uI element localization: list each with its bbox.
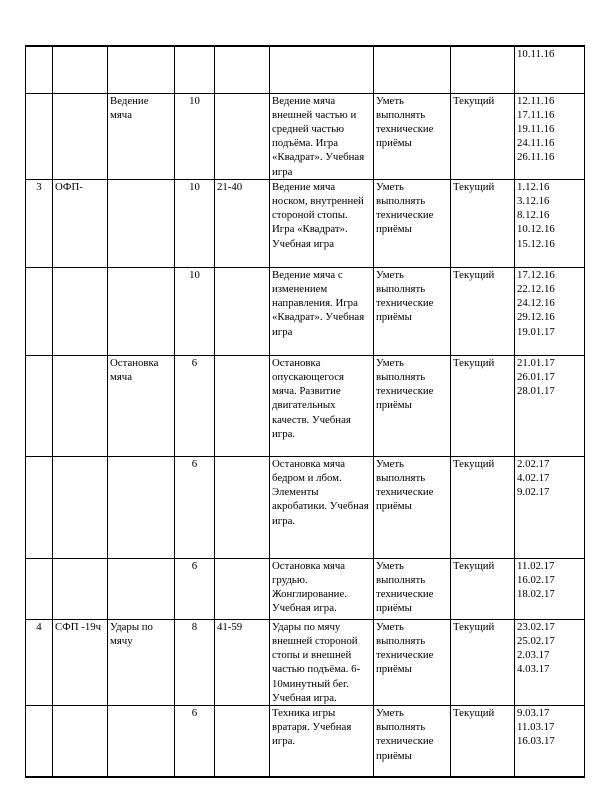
cell-hours: 6: [175, 705, 215, 777]
date-entry: 9.02.17: [517, 486, 550, 499]
cell-content: Ведение мяча с изменением направления. Игра «Квадрат». Учебная игра: [270, 267, 374, 355]
cell-control: Текущий: [451, 558, 515, 619]
cell-dates: [515, 93, 585, 179]
date-entry: 4.03.17: [517, 663, 550, 676]
cell-hours: 10: [175, 93, 215, 179]
table-row: [26, 355, 585, 456]
lesson-plan-table: [25, 45, 585, 778]
date-entry: 16.03.17: [517, 735, 555, 748]
cell-hours: 8: [175, 619, 215, 705]
date-entry: 17.11.16: [517, 108, 555, 121]
date-entry: 23.02.17: [517, 620, 555, 633]
date-entry: 22.12.16: [517, 282, 555, 295]
cell-content: Остановка опускающегося мяча. Развитие двигательных качеств. Учебная игра.: [270, 355, 374, 456]
cell-requirements: Уметь выполнять технические приёмы: [374, 355, 451, 456]
cell-hours: 10: [175, 179, 215, 267]
cell-topic: Ведение мяча: [108, 93, 175, 179]
date-entry: 2.03.17: [517, 649, 550, 662]
cell-control: Текущий: [451, 619, 515, 705]
cell-control: Текущий: [451, 267, 515, 355]
cell-section: [53, 705, 108, 777]
cell-hours: 6: [175, 456, 215, 558]
cell-requirements: Уметь выполнять технические приёмы: [374, 93, 451, 179]
cell-section: [53, 558, 108, 619]
cell-control: Текущий: [451, 456, 515, 558]
cell-number: [26, 46, 53, 93]
cell-dates: [515, 619, 585, 705]
cell-content: Удары по мячу внешней стороной стопы и внешней частью подъёма. 6-10минутный бег. Учебная игра.: [270, 619, 374, 705]
date-entry: 2.02.17: [517, 457, 550, 470]
date-entry: 11.02.17: [517, 559, 555, 572]
cell-content: Ведение мяча носком, внутренней стороной стопы. Игра «Квадрат». Учебная игра: [270, 179, 374, 267]
cell-number: [26, 93, 53, 179]
table-row: [26, 46, 585, 93]
table-row: [26, 558, 585, 619]
date-entry: 28.01.17: [517, 385, 555, 398]
cell-section: [53, 46, 108, 93]
date-entry: 19.11.16: [517, 122, 555, 135]
cell-control: [451, 46, 515, 93]
cell-number: [26, 355, 53, 456]
cell-requirements: Уметь выполнять технические приёмы: [374, 179, 451, 267]
cell-number: [26, 558, 53, 619]
cell-dates: [515, 179, 585, 267]
date-entry: 26.01.17: [517, 370, 555, 383]
cell-topic: [108, 179, 175, 267]
cell-control: Текущий: [451, 705, 515, 777]
date-entry: 17.12.16: [517, 268, 555, 281]
date-entry: 10.12.16: [517, 223, 555, 236]
cell-topic: [108, 705, 175, 777]
table-row: [26, 179, 585, 267]
table-row: [26, 619, 585, 705]
cell-dates: [515, 705, 585, 777]
cell-lessons: 41-59: [215, 619, 270, 705]
cell-number: 3: [26, 179, 53, 267]
cell-dates: [515, 355, 585, 456]
cell-hours: 6: [175, 355, 215, 456]
cell-requirements: Уметь выполнять технические приёмы: [374, 456, 451, 558]
date-entry: 11.03.17: [517, 721, 555, 734]
cell-number: [26, 705, 53, 777]
cell-number: 4: [26, 619, 53, 705]
cell-requirements: [374, 46, 451, 93]
cell-control: Текущий: [451, 355, 515, 456]
date-entry: 24.11.16: [517, 137, 555, 150]
date-entry: 21.01.17: [517, 356, 555, 369]
cell-content: [270, 46, 374, 93]
cell-topic: [108, 267, 175, 355]
table-row: [26, 93, 585, 179]
cell-number: [26, 456, 53, 558]
cell-topic: [108, 46, 175, 93]
cell-lessons: [215, 93, 270, 179]
cell-dates: [515, 456, 585, 558]
date-entry: 18.02.17: [517, 588, 555, 601]
cell-section: ОФП-: [53, 179, 108, 267]
cell-content: Техника игры вратаря. Учебная игра.: [270, 705, 374, 777]
cell-lessons: [215, 456, 270, 558]
cell-hours: 10: [175, 267, 215, 355]
cell-section: СФП -19ч: [53, 619, 108, 705]
date-entry: 8.12.16: [517, 209, 550, 222]
cell-lessons: [215, 355, 270, 456]
date-entry: 24.12.16: [517, 297, 555, 310]
table-body: [26, 46, 585, 777]
cell-content: Ведение мяча внешней частью и средней частью подъёма. Игра «Квадрат». Учебная игра: [270, 93, 374, 179]
date-entry: 3.12.16: [517, 194, 550, 207]
cell-requirements: Уметь выполнять технические приёмы: [374, 267, 451, 355]
date-entry: 16.02.17: [517, 573, 555, 586]
date-entry: 19.01.17: [517, 325, 555, 338]
cell-section: [53, 93, 108, 179]
cell-topic: Удары по мячу: [108, 619, 175, 705]
cell-content: Остановка мяча грудью. Жонглирование. Учебная игра.: [270, 558, 374, 619]
date-entry: 9.03.17: [517, 706, 550, 719]
cell-lessons: [215, 267, 270, 355]
date-entry: 10.11.16: [517, 48, 555, 60]
date-entry: 25.02.17: [517, 634, 555, 647]
date-entry: 26.11.16: [517, 151, 555, 164]
date-entry: 4.02.17: [517, 471, 550, 484]
cell-section: [53, 456, 108, 558]
cell-topic: [108, 456, 175, 558]
cell-control: Текущий: [451, 93, 515, 179]
cell-topic: [108, 558, 175, 619]
cell-lessons: [215, 46, 270, 93]
cell-section: [53, 355, 108, 456]
cell-hours: 6: [175, 558, 215, 619]
cell-requirements: Уметь выполнять технические приёмы: [374, 619, 451, 705]
cell-section: [53, 267, 108, 355]
date-entry: 15.12.16: [517, 237, 555, 250]
date-entry: 12.11.16: [517, 94, 555, 107]
date-entry: 29.12.16: [517, 311, 555, 324]
cell-lessons: 21-40: [215, 179, 270, 267]
cell-lessons: [215, 705, 270, 777]
cell-hours: [175, 46, 215, 93]
cell-requirements: Уметь выполнять технические приёмы: [374, 705, 451, 777]
cell-lessons: [215, 558, 270, 619]
cell-number: [26, 267, 53, 355]
cell-requirements: Уметь выполнять технические приёмы: [374, 558, 451, 619]
cell-content: Остановка мяча бедром и лбом. Элементы акробатики. Учебная игра.: [270, 456, 374, 558]
table-row: [26, 705, 585, 777]
cell-topic: Остановка мяча: [108, 355, 175, 456]
date-entry: 1.12.16: [517, 180, 550, 193]
cell-dates: [515, 267, 585, 355]
cell-dates: [515, 46, 585, 93]
table-row: [26, 267, 585, 355]
cell-control: Текущий: [451, 179, 515, 267]
cell-dates: [515, 558, 585, 619]
table-row: [26, 456, 585, 558]
